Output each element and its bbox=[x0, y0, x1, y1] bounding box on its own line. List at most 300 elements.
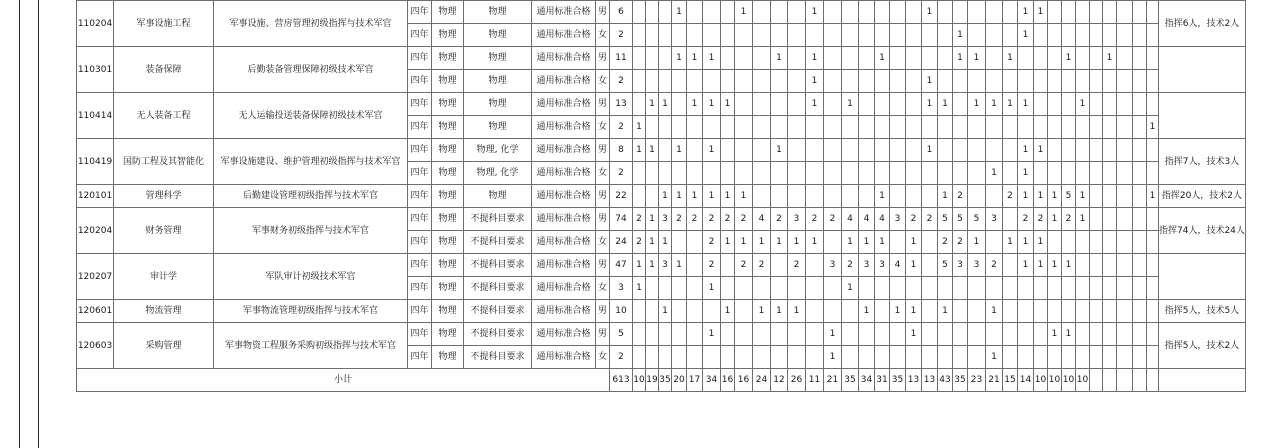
count-cell: 1 bbox=[1048, 254, 1062, 277]
count-cell bbox=[753, 323, 771, 346]
count-cell: 2 bbox=[953, 231, 968, 254]
count-cell: 2 bbox=[1003, 185, 1018, 208]
count-cell bbox=[721, 254, 735, 277]
notes-cell bbox=[1159, 47, 1246, 93]
count-cell bbox=[633, 346, 646, 369]
count-cell bbox=[906, 139, 922, 162]
count-cell bbox=[1147, 1, 1159, 24]
count-cell bbox=[1090, 323, 1103, 346]
health-cell: 通用标准合格 bbox=[532, 162, 596, 185]
count-cell bbox=[922, 24, 938, 47]
subtotal-count-cell bbox=[1090, 369, 1103, 392]
count-cell: 1 bbox=[986, 346, 1003, 369]
count-cell bbox=[1117, 254, 1133, 277]
count-cell bbox=[1147, 162, 1159, 185]
years-cell: 四年 bbox=[408, 277, 432, 300]
count-cell: 3 bbox=[659, 208, 672, 231]
count-cell bbox=[938, 24, 953, 47]
count-cell bbox=[859, 47, 875, 70]
count-cell bbox=[1048, 47, 1062, 70]
major-code-cell: 110301 bbox=[77, 47, 114, 93]
count-cell: 1 bbox=[687, 47, 703, 70]
years-cell: 四年 bbox=[408, 116, 432, 139]
count-cell bbox=[672, 162, 687, 185]
count-cell: 1 bbox=[672, 185, 687, 208]
count-cell: 1 bbox=[721, 185, 735, 208]
count-cell bbox=[1133, 24, 1147, 47]
count-cell: 1 bbox=[842, 93, 859, 116]
major-name-cell: 无人装备工程 bbox=[114, 93, 214, 139]
count-cell bbox=[842, 162, 859, 185]
subtotal-count-cell: 23 bbox=[968, 369, 986, 392]
count-cell bbox=[703, 1, 721, 24]
count-cell: 1 bbox=[859, 300, 875, 323]
count-cell: 1 bbox=[824, 323, 842, 346]
subtotal-count-cell: 13 bbox=[906, 369, 922, 392]
count-cell bbox=[659, 1, 672, 24]
requirement-cell: 不提科目要求 bbox=[464, 300, 532, 323]
count-cell: 1 bbox=[1018, 231, 1034, 254]
gender-cell: 女 bbox=[596, 24, 610, 47]
count-cell bbox=[1003, 277, 1018, 300]
health-cell: 通用标准合格 bbox=[532, 277, 596, 300]
count-cell bbox=[842, 323, 859, 346]
count-cell bbox=[771, 254, 788, 277]
health-cell: 通用标准合格 bbox=[532, 116, 596, 139]
years-cell: 四年 bbox=[408, 139, 432, 162]
count-cell bbox=[1076, 300, 1090, 323]
count-cell bbox=[1133, 323, 1147, 346]
count-cell bbox=[659, 162, 672, 185]
count-cell bbox=[672, 70, 687, 93]
count-cell bbox=[646, 185, 659, 208]
subject-cell: 物理 bbox=[432, 93, 464, 116]
count-cell bbox=[806, 139, 824, 162]
count-cell: 2 bbox=[735, 254, 753, 277]
count-cell bbox=[735, 300, 753, 323]
count-cell bbox=[824, 185, 842, 208]
count-cell bbox=[1048, 93, 1062, 116]
count-cell bbox=[1133, 231, 1147, 254]
count-cell bbox=[875, 1, 890, 24]
count-cell: 1 bbox=[968, 231, 986, 254]
count-cell bbox=[842, 47, 859, 70]
health-cell: 通用标准合格 bbox=[532, 47, 596, 70]
count-cell bbox=[771, 162, 788, 185]
count-cell: 3 bbox=[986, 208, 1003, 231]
count-cell bbox=[968, 139, 986, 162]
count-cell bbox=[968, 70, 986, 93]
count-cell bbox=[968, 300, 986, 323]
count-cell bbox=[735, 139, 753, 162]
count-cell: 2 bbox=[633, 231, 646, 254]
requirement-cell: 不提科目要求 bbox=[464, 254, 532, 277]
count-cell bbox=[922, 185, 938, 208]
count-cell: 2 bbox=[703, 254, 721, 277]
health-cell: 通用标准合格 bbox=[532, 208, 596, 231]
total-cell: 47 bbox=[610, 254, 633, 277]
count-cell bbox=[633, 24, 646, 47]
requirement-cell: 不提科目要求 bbox=[464, 277, 532, 300]
count-cell bbox=[1133, 346, 1147, 369]
count-cell: 1 bbox=[1034, 231, 1048, 254]
count-cell bbox=[806, 346, 824, 369]
count-cell bbox=[1003, 162, 1018, 185]
count-cell bbox=[1103, 116, 1117, 139]
count-cell bbox=[633, 323, 646, 346]
count-cell bbox=[953, 300, 968, 323]
count-cell bbox=[721, 277, 735, 300]
count-cell bbox=[842, 185, 859, 208]
count-cell bbox=[753, 70, 771, 93]
count-cell bbox=[735, 93, 753, 116]
count-cell bbox=[1117, 208, 1133, 231]
count-cell: 2 bbox=[735, 208, 753, 231]
count-cell bbox=[922, 300, 938, 323]
count-cell: 4 bbox=[859, 208, 875, 231]
count-cell bbox=[986, 47, 1003, 70]
subject-cell: 物理 bbox=[432, 346, 464, 369]
years-cell: 四年 bbox=[408, 93, 432, 116]
count-cell bbox=[906, 162, 922, 185]
count-cell bbox=[1103, 300, 1117, 323]
count-cell: 1 bbox=[1003, 47, 1018, 70]
major-code-cell: 120603 bbox=[77, 323, 114, 369]
years-cell: 四年 bbox=[408, 254, 432, 277]
count-cell bbox=[1103, 162, 1117, 185]
table-row bbox=[77, 93, 1246, 116]
total-cell: 3 bbox=[610, 277, 633, 300]
count-cell bbox=[788, 162, 806, 185]
count-cell: 1 bbox=[1018, 185, 1034, 208]
requirement-cell: 物理 bbox=[464, 116, 532, 139]
count-cell bbox=[1003, 346, 1018, 369]
count-cell bbox=[824, 24, 842, 47]
count-cell bbox=[1117, 24, 1133, 47]
count-cell bbox=[859, 185, 875, 208]
count-cell bbox=[842, 346, 859, 369]
count-cell: 1 bbox=[721, 231, 735, 254]
count-cell bbox=[1117, 93, 1133, 116]
count-cell bbox=[687, 70, 703, 93]
years-cell: 四年 bbox=[408, 162, 432, 185]
count-cell bbox=[1090, 300, 1103, 323]
subtotal-count-cell: 12 bbox=[771, 369, 788, 392]
count-cell bbox=[1090, 93, 1103, 116]
count-cell: 1 bbox=[938, 300, 953, 323]
subject-cell: 物理 bbox=[432, 116, 464, 139]
count-cell bbox=[842, 300, 859, 323]
table-row bbox=[77, 208, 1246, 231]
count-cell: 1 bbox=[753, 300, 771, 323]
years-cell: 四年 bbox=[408, 47, 432, 70]
count-cell: 1 bbox=[646, 139, 659, 162]
count-cell bbox=[703, 116, 721, 139]
count-cell bbox=[1133, 254, 1147, 277]
count-cell bbox=[1062, 231, 1076, 254]
count-cell bbox=[906, 93, 922, 116]
gender-cell: 女 bbox=[596, 116, 610, 139]
major-name-cell: 装备保障 bbox=[114, 47, 214, 93]
years-cell: 四年 bbox=[408, 185, 432, 208]
count-cell bbox=[753, 1, 771, 24]
count-cell bbox=[703, 300, 721, 323]
requirement-cell: 不提科目要求 bbox=[464, 323, 532, 346]
count-cell bbox=[922, 162, 938, 185]
count-cell: 3 bbox=[968, 254, 986, 277]
count-cell bbox=[721, 47, 735, 70]
table-row bbox=[77, 47, 1246, 70]
count-cell bbox=[771, 277, 788, 300]
count-cell bbox=[968, 116, 986, 139]
count-cell bbox=[1090, 162, 1103, 185]
count-cell bbox=[1003, 1, 1018, 24]
count-cell bbox=[1062, 346, 1076, 369]
requirement-cell: 物理 bbox=[464, 93, 532, 116]
health-cell: 通用标准合格 bbox=[532, 1, 596, 24]
count-cell bbox=[938, 323, 953, 346]
subtotal-count-cell: 10 bbox=[1062, 369, 1076, 392]
count-cell: 2 bbox=[703, 208, 721, 231]
count-cell bbox=[633, 93, 646, 116]
subtotal-count-cell: 35 bbox=[659, 369, 672, 392]
notes-cell: 指挥6人，技术2人 bbox=[1159, 1, 1246, 47]
count-cell: 1 bbox=[771, 300, 788, 323]
count-cell: 1 bbox=[1076, 208, 1090, 231]
count-cell bbox=[1076, 139, 1090, 162]
count-cell bbox=[1103, 70, 1117, 93]
count-cell bbox=[753, 139, 771, 162]
count-cell bbox=[890, 162, 906, 185]
total-cell: 13 bbox=[610, 93, 633, 116]
count-cell bbox=[646, 300, 659, 323]
count-cell bbox=[1090, 139, 1103, 162]
count-cell bbox=[646, 346, 659, 369]
count-cell bbox=[753, 47, 771, 70]
notes-cell bbox=[1159, 254, 1246, 300]
count-cell: 3 bbox=[953, 254, 968, 277]
gender-cell: 女 bbox=[596, 162, 610, 185]
count-cell bbox=[1003, 24, 1018, 47]
count-cell bbox=[1117, 300, 1133, 323]
major-code-cell: 110414 bbox=[77, 93, 114, 139]
count-cell: 1 bbox=[806, 47, 824, 70]
count-cell: 1 bbox=[633, 116, 646, 139]
count-cell bbox=[890, 93, 906, 116]
count-cell bbox=[703, 346, 721, 369]
subject-cell: 物理 bbox=[432, 254, 464, 277]
count-cell bbox=[842, 116, 859, 139]
position-cell: 后勤装备管理保障初级技术军官 bbox=[214, 47, 408, 93]
count-cell: 4 bbox=[842, 208, 859, 231]
count-cell bbox=[1090, 24, 1103, 47]
count-cell bbox=[842, 70, 859, 93]
count-cell bbox=[906, 24, 922, 47]
count-cell bbox=[1117, 346, 1133, 369]
count-cell bbox=[1018, 346, 1034, 369]
count-cell bbox=[1062, 24, 1076, 47]
count-cell bbox=[1133, 208, 1147, 231]
total-cell: 74 bbox=[610, 208, 633, 231]
count-cell bbox=[1133, 1, 1147, 24]
count-cell bbox=[771, 70, 788, 93]
count-cell bbox=[953, 70, 968, 93]
count-cell bbox=[1117, 116, 1133, 139]
count-cell: 1 bbox=[721, 93, 735, 116]
count-cell bbox=[986, 139, 1003, 162]
gender-cell: 男 bbox=[596, 300, 610, 323]
count-cell bbox=[672, 346, 687, 369]
years-cell: 四年 bbox=[408, 70, 432, 93]
count-cell: 1 bbox=[659, 185, 672, 208]
count-cell bbox=[633, 162, 646, 185]
count-cell: 1 bbox=[842, 277, 859, 300]
years-cell: 四年 bbox=[408, 1, 432, 24]
count-cell: 1 bbox=[1003, 231, 1018, 254]
count-cell bbox=[890, 47, 906, 70]
count-cell bbox=[735, 346, 753, 369]
count-cell: 3 bbox=[824, 254, 842, 277]
count-cell bbox=[953, 323, 968, 346]
count-cell bbox=[753, 185, 771, 208]
count-cell bbox=[1048, 231, 1062, 254]
count-cell bbox=[1147, 254, 1159, 277]
count-cell: 2 bbox=[842, 254, 859, 277]
count-cell bbox=[735, 70, 753, 93]
count-cell bbox=[806, 254, 824, 277]
count-cell bbox=[659, 47, 672, 70]
count-cell bbox=[735, 277, 753, 300]
major-name-cell: 军事设施工程 bbox=[114, 1, 214, 47]
count-cell bbox=[1003, 300, 1018, 323]
count-cell bbox=[875, 70, 890, 93]
count-cell bbox=[890, 323, 906, 346]
count-cell bbox=[1018, 323, 1034, 346]
count-cell: 1 bbox=[859, 231, 875, 254]
count-cell bbox=[890, 1, 906, 24]
count-cell bbox=[721, 116, 735, 139]
subtotal-total: 613 bbox=[610, 369, 633, 392]
count-cell: 1 bbox=[968, 47, 986, 70]
gender-cell: 男 bbox=[596, 185, 610, 208]
count-cell bbox=[753, 24, 771, 47]
count-cell bbox=[1062, 139, 1076, 162]
notes-cell bbox=[1159, 93, 1246, 139]
count-cell bbox=[771, 24, 788, 47]
count-cell bbox=[687, 346, 703, 369]
gender-cell: 男 bbox=[596, 254, 610, 277]
count-cell bbox=[968, 24, 986, 47]
count-cell bbox=[672, 300, 687, 323]
count-cell: 1 bbox=[788, 231, 806, 254]
count-cell: 4 bbox=[753, 208, 771, 231]
count-cell bbox=[646, 323, 659, 346]
count-cell bbox=[1062, 116, 1076, 139]
count-cell bbox=[890, 277, 906, 300]
count-cell: 1 bbox=[646, 231, 659, 254]
count-cell bbox=[1003, 139, 1018, 162]
major-name-cell: 采购管理 bbox=[114, 323, 214, 369]
count-cell: 2 bbox=[953, 185, 968, 208]
count-cell bbox=[1076, 346, 1090, 369]
position-cell: 军事物资工程服务采购初级指挥与技术军官 bbox=[214, 323, 408, 369]
table-row bbox=[77, 300, 1246, 323]
gender-cell: 男 bbox=[596, 47, 610, 70]
count-cell bbox=[672, 93, 687, 116]
count-cell: 1 bbox=[646, 93, 659, 116]
count-cell bbox=[1090, 185, 1103, 208]
count-cell: 1 bbox=[703, 323, 721, 346]
gender-cell: 男 bbox=[596, 323, 610, 346]
count-cell bbox=[824, 70, 842, 93]
count-cell bbox=[859, 162, 875, 185]
count-cell: 2 bbox=[1062, 208, 1076, 231]
subtotal-count-cell bbox=[1147, 369, 1159, 392]
count-cell bbox=[788, 277, 806, 300]
requirement-cell: 不提科目要求 bbox=[464, 231, 532, 254]
count-cell: 1 bbox=[659, 300, 672, 323]
health-cell: 通用标准合格 bbox=[532, 93, 596, 116]
count-cell: 1 bbox=[771, 139, 788, 162]
count-cell bbox=[986, 323, 1003, 346]
major-name-cell: 财务管理 bbox=[114, 208, 214, 254]
count-cell bbox=[753, 277, 771, 300]
count-cell: 2 bbox=[721, 208, 735, 231]
total-cell: 5 bbox=[610, 323, 633, 346]
count-cell: 1 bbox=[633, 277, 646, 300]
count-cell: 2 bbox=[687, 208, 703, 231]
count-cell: 1 bbox=[1048, 185, 1062, 208]
count-cell bbox=[938, 47, 953, 70]
count-cell bbox=[859, 346, 875, 369]
subtotal-row bbox=[77, 369, 1246, 392]
count-cell bbox=[986, 231, 1003, 254]
count-cell bbox=[1034, 323, 1048, 346]
count-cell bbox=[721, 139, 735, 162]
requirement-cell: 物理 bbox=[464, 1, 532, 24]
count-cell: 1 bbox=[771, 47, 788, 70]
years-cell: 四年 bbox=[408, 323, 432, 346]
years-cell: 四年 bbox=[408, 346, 432, 369]
count-cell bbox=[735, 116, 753, 139]
count-cell bbox=[788, 24, 806, 47]
subtotal-count-cell: 24 bbox=[753, 369, 771, 392]
count-cell bbox=[646, 1, 659, 24]
count-cell: 2 bbox=[771, 208, 788, 231]
count-cell bbox=[633, 300, 646, 323]
count-cell bbox=[1062, 162, 1076, 185]
count-cell: 2 bbox=[922, 208, 938, 231]
count-cell bbox=[1034, 24, 1048, 47]
count-cell bbox=[1003, 323, 1018, 346]
subtotal-count-cell: 21 bbox=[824, 369, 842, 392]
count-cell bbox=[875, 116, 890, 139]
count-cell bbox=[687, 116, 703, 139]
count-cell bbox=[890, 346, 906, 369]
count-cell bbox=[771, 323, 788, 346]
count-cell bbox=[806, 24, 824, 47]
subtotal-count-cell: 34 bbox=[859, 369, 875, 392]
count-cell bbox=[875, 93, 890, 116]
count-cell bbox=[1076, 231, 1090, 254]
count-cell: 3 bbox=[788, 208, 806, 231]
total-cell: 6 bbox=[610, 1, 633, 24]
count-cell: 1 bbox=[986, 300, 1003, 323]
count-cell bbox=[1018, 300, 1034, 323]
count-cell bbox=[806, 323, 824, 346]
count-cell: 1 bbox=[659, 93, 672, 116]
count-cell: 2 bbox=[806, 208, 824, 231]
